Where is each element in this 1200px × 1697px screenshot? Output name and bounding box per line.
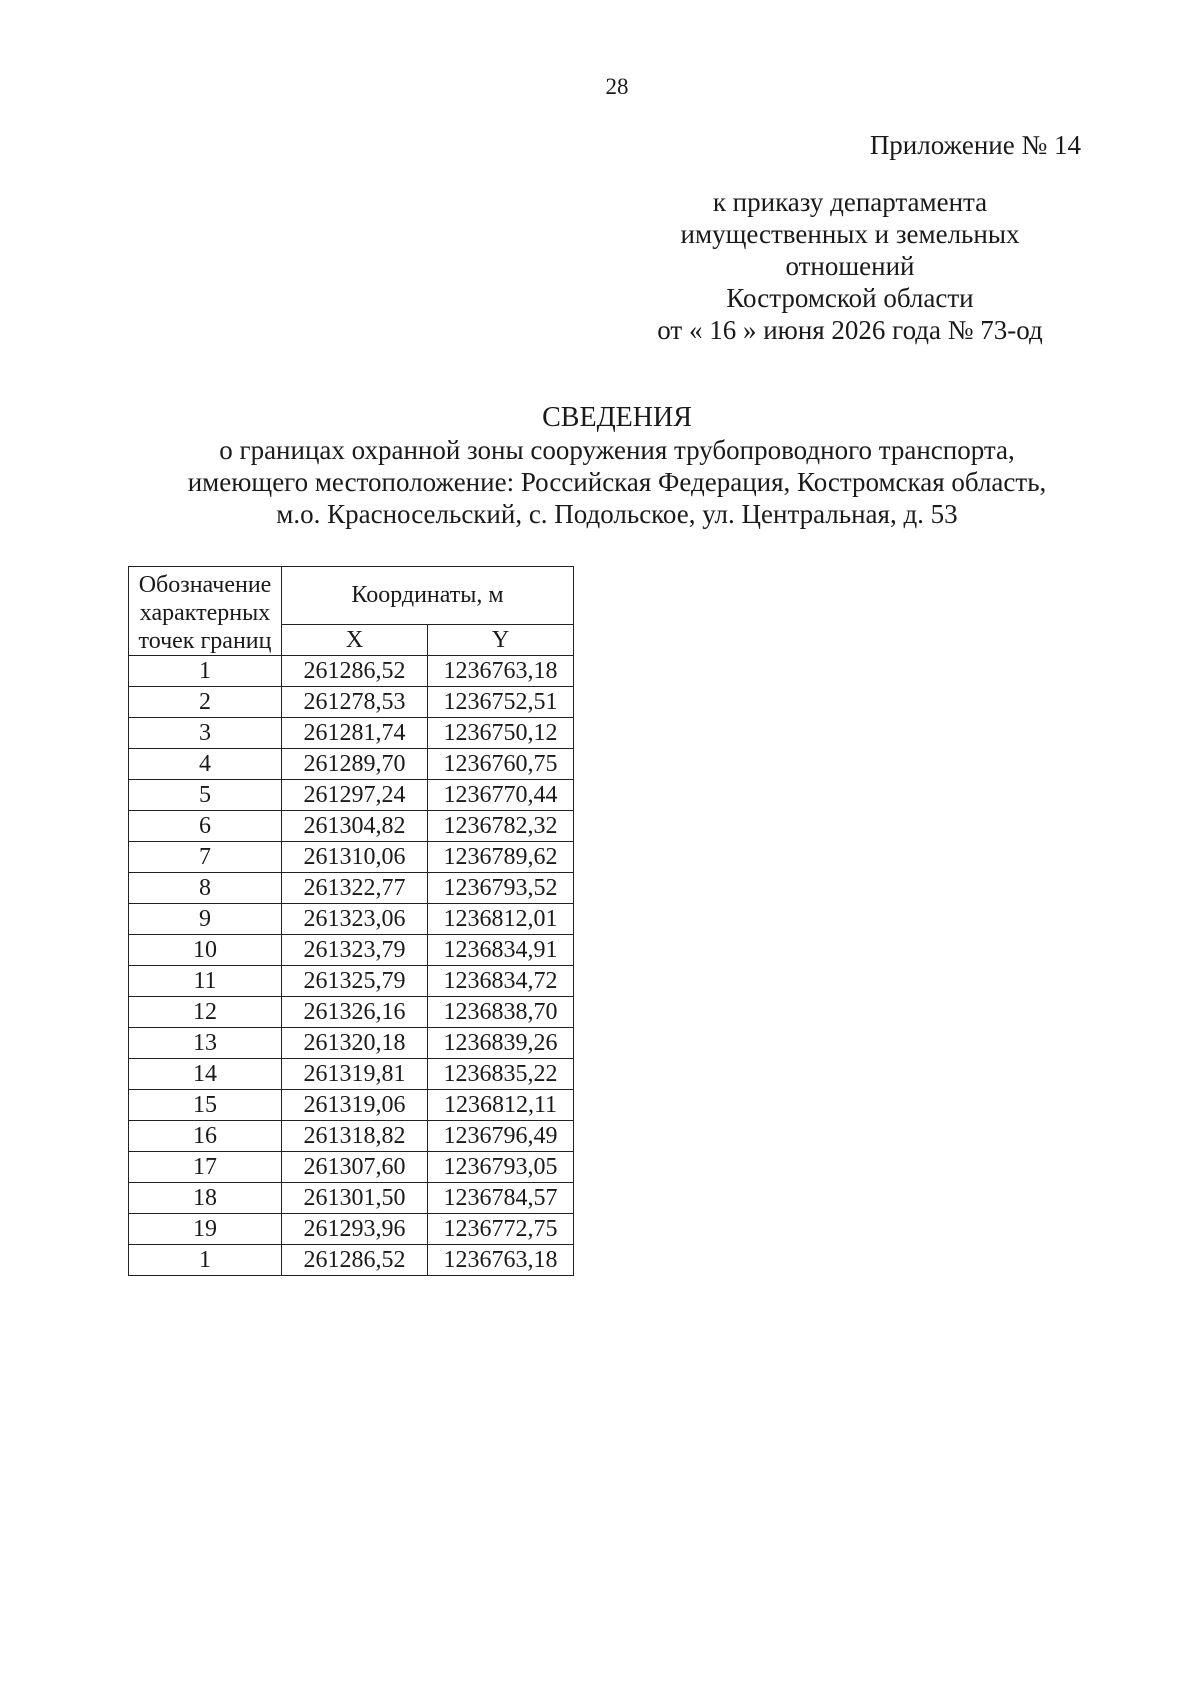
- document-heading: [100, 402, 1134, 530]
- point-cell: 6: [129, 811, 282, 842]
- x-coordinate-cell: 261307,60: [282, 1152, 428, 1183]
- y-coordinate-cell: 1236835,22: [428, 1059, 574, 1090]
- x-coordinate-cell: 261304,82: [282, 811, 428, 842]
- point-cell: 9: [129, 904, 282, 935]
- x-coordinate-cell: 261286,52: [282, 1245, 428, 1276]
- table-row: [129, 1183, 574, 1214]
- y-coordinate-cell: 1236812,01: [428, 904, 574, 935]
- order-reference: [630, 186, 1070, 346]
- document-subtitle-line: м.о. Красносельский, с. Подольское, ул. Центральная, д. 53: [276, 499, 958, 529]
- x-coordinate-cell: 261297,24: [282, 780, 428, 811]
- coordinates-table: [128, 566, 574, 1276]
- x-coordinate-cell: 261322,77: [282, 873, 428, 904]
- x-coordinate-cell: 261301,50: [282, 1183, 428, 1214]
- point-cell: 7: [129, 842, 282, 873]
- point-cell: 17: [129, 1152, 282, 1183]
- x-coordinate-cell: 261293,96: [282, 1214, 428, 1245]
- x-coordinate-cell: 261319,06: [282, 1090, 428, 1121]
- order-reference-line: отношений: [785, 251, 915, 281]
- table-row: [129, 687, 574, 718]
- y-coordinate-cell: 1236834,91: [428, 935, 574, 966]
- y-coordinate-cell: 1236763,18: [428, 1245, 574, 1276]
- y-coordinate-cell: 1236763,18: [428, 656, 574, 687]
- y-coordinate-cell: 1236812,11: [428, 1090, 574, 1121]
- x-coordinate-cell: 261319,81: [282, 1059, 428, 1090]
- coordinates-column-header: Координаты, м: [282, 567, 574, 625]
- point-cell: 14: [129, 1059, 282, 1090]
- table-row: [129, 1152, 574, 1183]
- table-row: [129, 811, 574, 842]
- point-cell: 16: [129, 1121, 282, 1152]
- y-coordinate-cell: 1236784,57: [428, 1183, 574, 1214]
- table-row: [129, 1214, 574, 1245]
- table-row: [129, 966, 574, 997]
- point-cell: 4: [129, 749, 282, 780]
- point-cell: 18: [129, 1183, 282, 1214]
- table-row: [129, 842, 574, 873]
- document-subtitle-line: о границах охранной зоны сооружения трубопроводного транспорта,: [219, 435, 1015, 465]
- y-coordinate-cell: 1236834,72: [428, 966, 574, 997]
- document-subtitle-line: имеющего местоположение: Российская Федерация, Костромская область,: [187, 467, 1047, 497]
- x-coordinate-cell: 261286,52: [282, 656, 428, 687]
- x-coordinate-cell: 261278,53: [282, 687, 428, 718]
- table-row: [129, 1121, 574, 1152]
- y-coordinate-cell: 1236752,51: [428, 687, 574, 718]
- point-cell: 15: [129, 1090, 282, 1121]
- order-reference-line: Костромской области: [726, 283, 974, 313]
- point-cell: 8: [129, 873, 282, 904]
- table-row: [129, 904, 574, 935]
- table-row: [129, 656, 574, 687]
- table-row: [129, 1090, 574, 1121]
- point-cell: 2: [129, 687, 282, 718]
- coordinates-table-body: [129, 656, 574, 1276]
- y-coordinate-cell: 1236789,62: [428, 842, 574, 873]
- table-row: [129, 718, 574, 749]
- x-coordinate-cell: 261281,74: [282, 718, 428, 749]
- y-column-header: Y: [428, 624, 574, 655]
- table-row: [129, 1028, 574, 1059]
- y-coordinate-cell: 1236782,32: [428, 811, 574, 842]
- x-coordinate-cell: 261323,79: [282, 935, 428, 966]
- point-cell: 1: [129, 1245, 282, 1276]
- x-coordinate-cell: 261289,70: [282, 749, 428, 780]
- x-column-header: X: [282, 624, 428, 655]
- y-coordinate-cell: 1236772,75: [428, 1214, 574, 1245]
- page-number: 28: [605, 74, 629, 99]
- x-coordinate-cell: 261325,79: [282, 966, 428, 997]
- y-coordinate-cell: 1236793,05: [428, 1152, 574, 1183]
- point-column-header: Обозначение характерных точек границ: [129, 567, 282, 656]
- y-coordinate-cell: 1236838,70: [428, 997, 574, 1028]
- y-coordinate-cell: 1236796,49: [428, 1121, 574, 1152]
- order-reference-line: от « 16 » июня 2026 года № 73-од: [657, 315, 1043, 345]
- table-row: [129, 749, 574, 780]
- point-cell: 19: [129, 1214, 282, 1245]
- x-coordinate-cell: 261310,06: [282, 842, 428, 873]
- y-coordinate-cell: 1236770,44: [428, 780, 574, 811]
- y-coordinate-cell: 1236760,75: [428, 749, 574, 780]
- document-title: СВЕДЕНИЯ: [542, 402, 692, 433]
- table-row: [129, 873, 574, 904]
- order-reference-line: имущественных и земельных: [680, 219, 1020, 249]
- point-cell: 1: [129, 656, 282, 687]
- point-cell: 3: [129, 718, 282, 749]
- table-row: [129, 935, 574, 966]
- point-cell: 10: [129, 935, 282, 966]
- y-coordinate-cell: 1236750,12: [428, 718, 574, 749]
- point-cell: 13: [129, 1028, 282, 1059]
- y-coordinate-cell: 1236839,26: [428, 1028, 574, 1059]
- x-coordinate-cell: 261323,06: [282, 904, 428, 935]
- appendix-title: Приложение № 14: [869, 130, 1081, 160]
- x-coordinate-cell: 261326,16: [282, 997, 428, 1028]
- table-row: [129, 1245, 574, 1276]
- point-cell: 5: [129, 780, 282, 811]
- x-coordinate-cell: 261320,18: [282, 1028, 428, 1059]
- table-row: [129, 780, 574, 811]
- y-coordinate-cell: 1236793,52: [428, 873, 574, 904]
- point-cell: 12: [129, 997, 282, 1028]
- table-row: [129, 997, 574, 1028]
- table-row: [129, 1059, 574, 1090]
- x-coordinate-cell: 261318,82: [282, 1121, 428, 1152]
- point-cell: 11: [129, 966, 282, 997]
- order-reference-line: к приказу департамента: [712, 187, 988, 217]
